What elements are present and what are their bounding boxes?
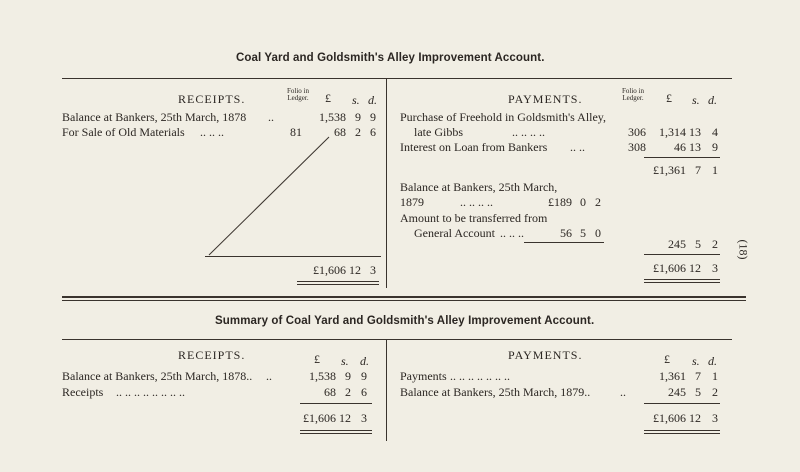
summary-payments-double-rule (644, 430, 720, 431)
summary-payments-double-rule (644, 433, 720, 434)
receipt-row-folio: 81 (290, 125, 302, 139)
payment-purchase-folio: 306 (628, 125, 646, 139)
payments-combined-shillings: 5 (695, 237, 701, 251)
receipt-row-text: For Sale of Old Materials (62, 125, 185, 139)
summary-receipt-text: Receipts (62, 385, 104, 399)
payments-total-shillings: 12 (689, 261, 701, 275)
summary-payment-shillings: 7 (695, 369, 701, 383)
summary-payments-total-pence: 3 (712, 411, 718, 425)
summary-payments-total-shillings: 12 (689, 411, 701, 425)
receipts-shilling-heading: s. (352, 93, 360, 107)
section-separator (62, 296, 746, 298)
summary-receipt-dots: .. .. .. .. .. .. .. .. (116, 385, 185, 399)
payments-subtotal-pence: 1 (712, 163, 718, 177)
payment-interest-pounds: 46 (674, 140, 686, 154)
summary-receipts-double-rule (300, 433, 372, 434)
summary-payments-pence: d. (708, 354, 717, 368)
summary-receipt-shillings: 2 (345, 385, 351, 399)
summary-receipts-total-pence: 3 (361, 411, 367, 425)
payment-purchase-line2: late Gibbs (414, 125, 463, 139)
payment-balance-dots: .. .. .. .. (460, 195, 493, 209)
summary-payment-dots: .. .. .. .. .. .. .. (450, 369, 510, 383)
receipt-row-pounds: 1,538 (319, 110, 346, 124)
summary-payment-text: Balance at Bankers, 25th March, 1879.. (400, 385, 591, 399)
summary-receipts-pence: d. (360, 354, 369, 368)
payment-transfer-pounds: 56 (560, 226, 572, 240)
page-number: (18) (736, 239, 751, 260)
payment-interest-pence: 9 (712, 140, 718, 154)
summary-receipts-heading: RECEIPTS. (178, 348, 246, 362)
summary-receipts-double-rule (300, 430, 372, 431)
summary-receipt-dots: .. (266, 369, 272, 383)
payments-pound-heading: £ (666, 91, 672, 105)
payment-transfer-pence: 0 (595, 226, 601, 240)
payments-total-pence: 3 (712, 261, 718, 275)
blank-space-diagonal (205, 135, 335, 257)
summary-payments-total-rule (644, 403, 720, 404)
payments-combined-pence: 2 (712, 237, 718, 251)
payments-pence-heading: d. (708, 93, 717, 107)
summary-payments-heading: PAYMENTS. (508, 348, 583, 362)
summary-top-rule (62, 339, 732, 340)
receipts-pence-heading: d. (368, 93, 377, 107)
summary-receipt-text: Balance at Bankers, 25th March, 1878.. (62, 369, 253, 383)
summary-payment-dots: .. (620, 385, 626, 399)
summary-receipts-total-pounds: £1,606 (303, 411, 336, 425)
receipts-total-pence: 3 (370, 263, 376, 277)
summary-payment-pounds: 245 (668, 385, 686, 399)
receipts-pound-heading: £ (325, 91, 331, 105)
summary-payments-shilling: s. (692, 354, 700, 368)
summary-receipts-total-rule (300, 403, 372, 404)
summary-receipt-pounds: 1,538 (309, 369, 336, 383)
payments-subtotal-pounds: £1,361 (653, 163, 686, 177)
receipts-total-pounds: £1,606 (313, 263, 346, 277)
receipts-folio-heading: Folio in Ledger. (287, 87, 309, 102)
payment-purchase-shillings: 13 (689, 125, 701, 139)
payments-combined-rule (524, 242, 604, 243)
payment-interest-dots: .. .. (570, 140, 585, 154)
account-title: Coal Yard and Goldsmith's Alley Improvement Account. (236, 52, 545, 64)
summary-payment-text: Payments (400, 369, 447, 383)
center-divider (386, 78, 387, 288)
summary-receipt-pence: 9 (361, 369, 367, 383)
summary-receipts-shilling: s. (341, 354, 349, 368)
payments-subtotal-shillings: 7 (695, 163, 701, 177)
summary-payment-shillings: 5 (695, 385, 701, 399)
payments-combined-pounds: 245 (668, 237, 686, 251)
receipts-total-shillings: 12 (349, 263, 361, 277)
summary-payments-pound: £ (664, 352, 670, 366)
summary-title: Summary of Coal Yard and Goldsmith's Alley Improvement Account. (215, 315, 595, 327)
section-separator (62, 300, 746, 301)
payment-transfer-shillings: 5 (580, 226, 586, 240)
payment-balance-pounds: £189 (548, 195, 572, 209)
payment-purchase-line1: Purchase of Freehold in Goldsmith's Alley, (400, 110, 607, 124)
summary-receipts-total-shillings: 12 (339, 411, 351, 425)
receipt-row-pounds: 68 (334, 125, 346, 139)
top-rule (62, 78, 732, 79)
payments-double-rule (644, 279, 720, 280)
summary-receipts-pound: £ (314, 352, 320, 366)
receipts-heading: RECEIPTS. (178, 92, 246, 106)
receipts-double-rule (297, 284, 379, 285)
summary-receipt-pence: 6 (361, 385, 367, 399)
payments-double-rule (644, 282, 720, 283)
receipt-row-pence: 9 (370, 110, 376, 124)
summary-payments-total-pounds: £1,606 (653, 411, 686, 425)
payment-balance-shillings: 0 (580, 195, 586, 209)
payment-interest-text: Interest on Loan from Bankers (400, 140, 548, 154)
receipts-total-rule (205, 256, 381, 257)
summary-center-divider (386, 339, 387, 441)
summary-payment-pounds: 1,361 (659, 369, 686, 383)
payments-total-rule (644, 254, 720, 255)
payment-transfer-line1: Amount to be transferred from (400, 211, 548, 225)
summary-receipt-shillings: 9 (345, 369, 351, 383)
receipts-double-rule (297, 281, 379, 282)
receipt-row-dots: .. .. .. (200, 125, 224, 139)
payment-balance-pence: 2 (595, 195, 601, 209)
summary-receipt-pounds: 68 (324, 385, 336, 399)
payments-subtotal-rule (644, 157, 720, 158)
receipt-row-pence: 6 (370, 125, 376, 139)
payments-heading: PAYMENTS. (508, 92, 583, 106)
summary-payment-pence: 2 (712, 385, 718, 399)
receipt-row-shillings: 2 (355, 125, 361, 139)
payment-interest-folio: 308 (628, 140, 646, 154)
receipt-row-dots: .. (268, 110, 274, 124)
receipt-row-text: Balance at Bankers, 25th March, 1878 (62, 110, 247, 124)
payment-balance-line2: 1879 (400, 195, 424, 209)
payment-purchase-pence: 4 (712, 125, 718, 139)
payments-shilling-heading: s. (692, 93, 700, 107)
receipt-row-shillings: 9 (355, 110, 361, 124)
payment-interest-shillings: 13 (689, 140, 701, 154)
payment-balance-line1: Balance at Bankers, 25th March, (400, 180, 558, 194)
summary-payment-pence: 1 (712, 369, 718, 383)
payment-transfer-dots: .. .. .. (500, 226, 524, 240)
payments-total-pounds: £1,606 (653, 261, 686, 275)
payment-purchase-pounds: 1,314 (659, 125, 686, 139)
payment-transfer-line2: General Account (414, 226, 495, 240)
payments-folio-heading: Folio in Ledger. (622, 87, 644, 102)
payment-purchase-dots: .. .. .. .. (512, 125, 545, 139)
